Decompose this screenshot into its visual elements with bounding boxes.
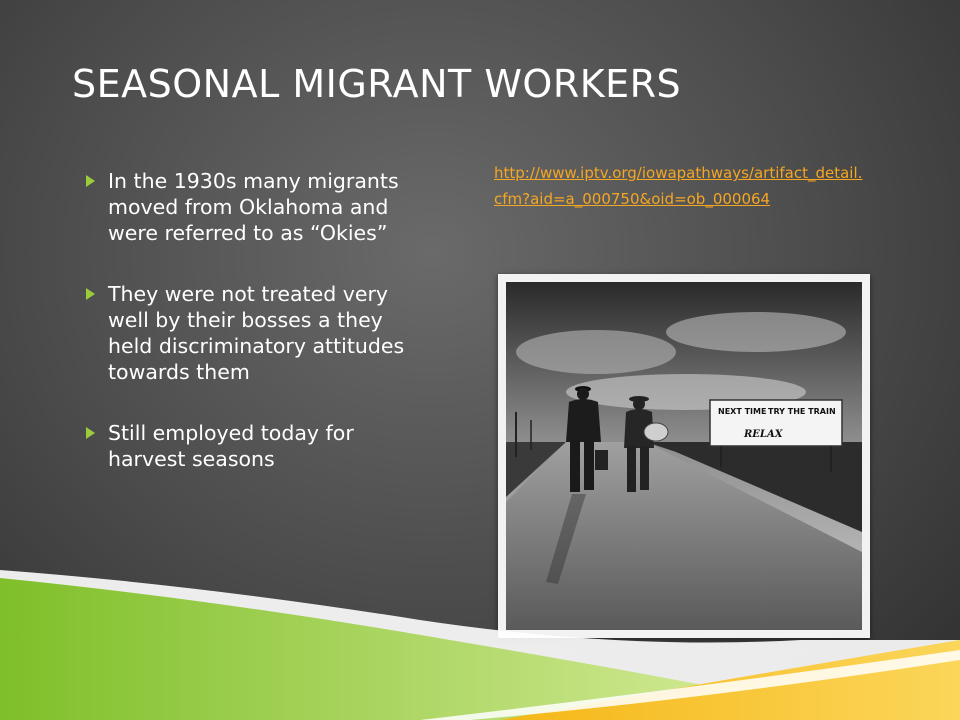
bullet-item (86, 281, 416, 385)
source-link[interactable]: http://www.iptv.org/iowapathways/artifact_detail.cfm?aid=a_000750&oid=ob_000064 (494, 164, 863, 208)
billboard-line1: NEXT TIME (718, 407, 767, 416)
migrant-workers-photo (506, 282, 862, 630)
bullet-text: Still employed today for harvest seasons (108, 421, 354, 471)
bullet-text: In the 1930s many migrants moved from Oklahoma and were referred to as “Okies” (108, 169, 399, 245)
bullet-list (86, 168, 416, 507)
triangle-bullet-icon (86, 427, 95, 439)
bullet-text: They were not treated very well by their bosses a they held discriminatory attitudes towards them (108, 282, 405, 384)
slide-title: SEASONAL MIGRANT WORKERS (72, 62, 682, 106)
bullet-item (86, 168, 416, 246)
triangle-bullet-icon (86, 175, 95, 187)
cloud (666, 312, 846, 352)
bullet-item (86, 420, 416, 472)
triangle-bullet-icon (86, 288, 95, 300)
billboard-line3: RELAX (744, 429, 783, 440)
billboard-line2: TRY THE TRAIN (768, 407, 836, 416)
cloud (516, 330, 676, 374)
photo-frame (498, 274, 870, 638)
